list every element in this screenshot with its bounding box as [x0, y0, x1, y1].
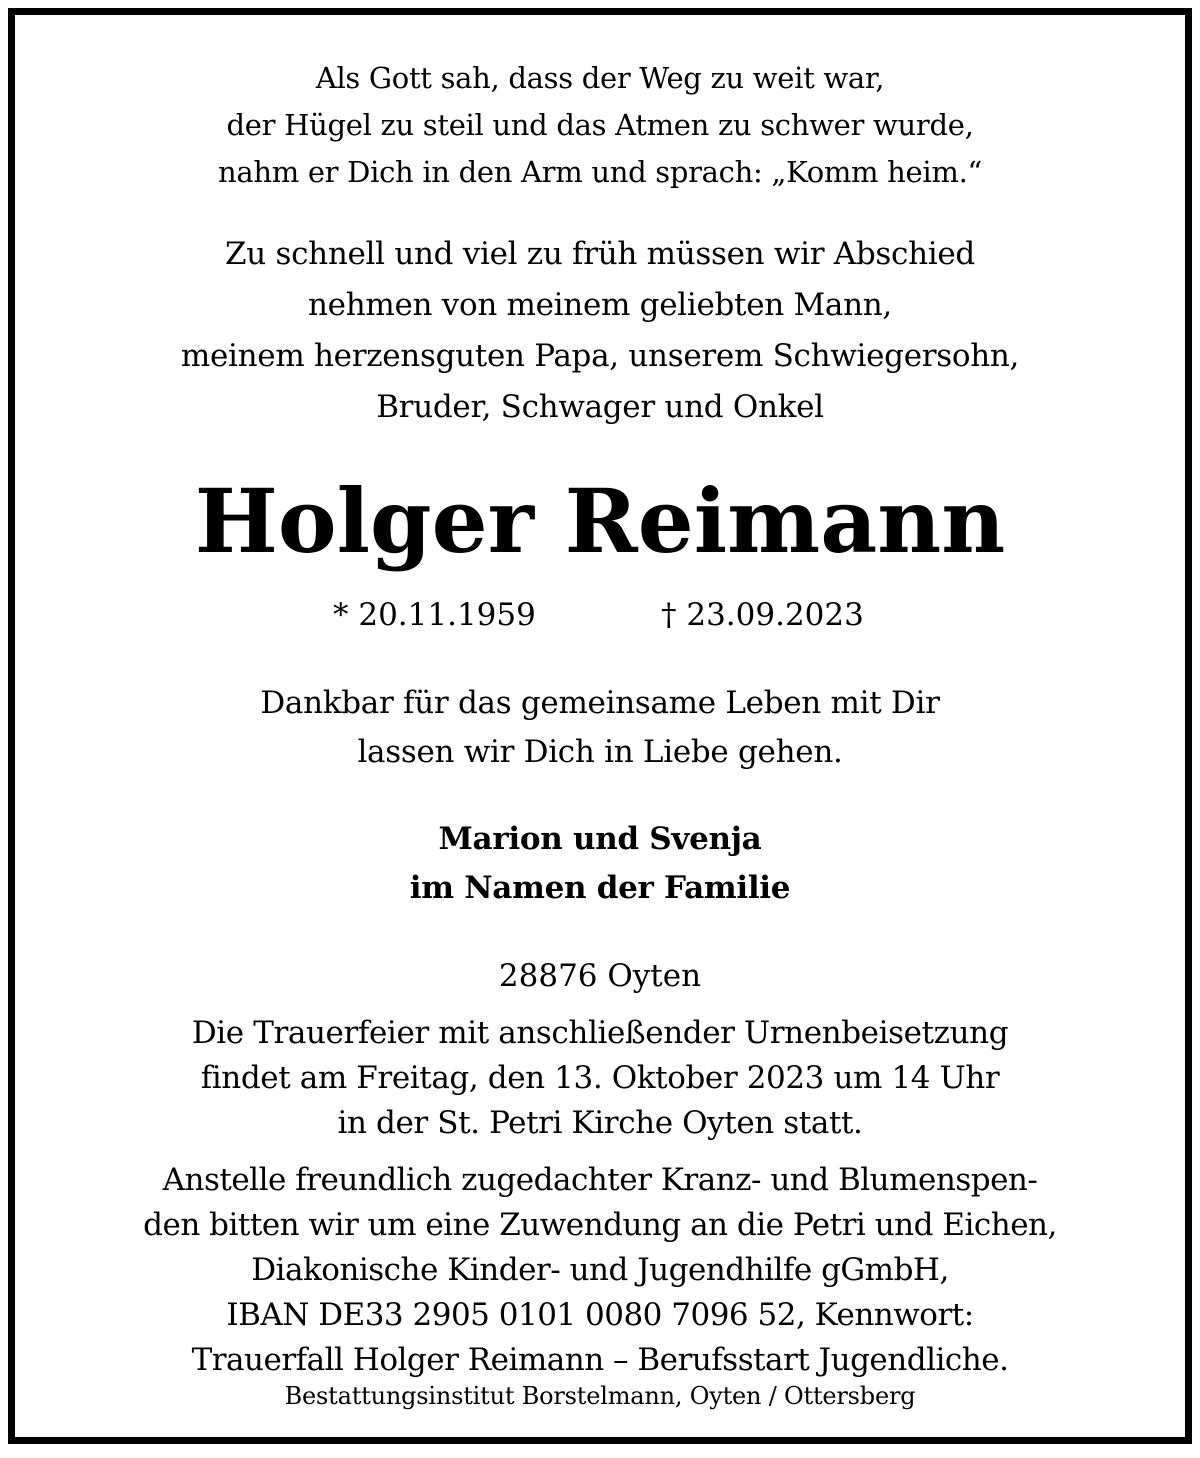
donation-line: den bitten wir um eine Zuwendung an die Petri und Eichen,	[143, 1207, 1057, 1243]
poem-verse	[15, 55, 1185, 196]
donation-line: IBAN DE33 2905 0101 0080 7096 52, Kennwort:	[226, 1297, 974, 1333]
poem-line: der Hügel zu steil und das Atmen zu schwer wurde,	[226, 108, 974, 142]
intro-line: Bruder, Schwager und Onkel	[376, 389, 824, 425]
donation-request	[15, 1158, 1185, 1383]
donation-line: Diakonische Kinder- und Jugendhilfe gGmbH,	[251, 1252, 949, 1288]
thanks-line: Dankbar für das gemeinsame Leben mit Dir	[260, 685, 940, 721]
place-of-residence: 28876 Oyten	[498, 958, 702, 994]
thanks-line: lassen wir Dich in Liebe gehen.	[357, 734, 843, 770]
intro-line: meinem herzensguten Papa, unserem Schwiegersohn,	[180, 338, 1020, 374]
signer-line: im Namen der Familie	[409, 870, 791, 906]
mourners-signature	[15, 815, 1185, 913]
funeral-line: in der St. Petri Kirche Oyten statt.	[337, 1105, 863, 1141]
farewell-intro	[15, 229, 1185, 433]
birth-date: * 20.11.1959	[333, 597, 536, 633]
obituary-frame	[8, 8, 1192, 1444]
donation-line: Trauerfall Holger Reimann – Berufsstart Jugendliche.	[191, 1342, 1009, 1378]
funeral-line: Die Trauerfeier mit anschließender Urnenbeisetzung	[191, 1015, 1009, 1051]
poem-line: Als Gott sah, dass der Weg zu weit war,	[315, 61, 885, 95]
poem-line: nahm er Dich in den Arm und sprach: „Komm heim.“	[217, 155, 983, 189]
funeral-notice	[15, 1011, 1185, 1146]
intro-line: nehmen von meinem geliebten Mann,	[308, 287, 892, 323]
life-dates	[15, 590, 1185, 640]
funeral-line: findet am Freitag, den 13. Oktober 2023 um 14 Uhr	[200, 1060, 1000, 1096]
death-date: † 23.09.2023	[661, 597, 864, 633]
intro-line: Zu schnell und viel zu früh müssen wir Abschied	[225, 236, 975, 272]
donation-line: Anstelle freundlich zugedachter Kranz- und Blumenspen-	[162, 1162, 1038, 1198]
thanks-text	[15, 679, 1185, 777]
deceased-name: Holger Reimann	[194, 469, 1006, 573]
signer-line: Marion und Svenja	[438, 821, 762, 857]
undertaker-credit: Bestattungsinstitut Borstelmann, Oyten / Ottersberg	[284, 1382, 916, 1410]
